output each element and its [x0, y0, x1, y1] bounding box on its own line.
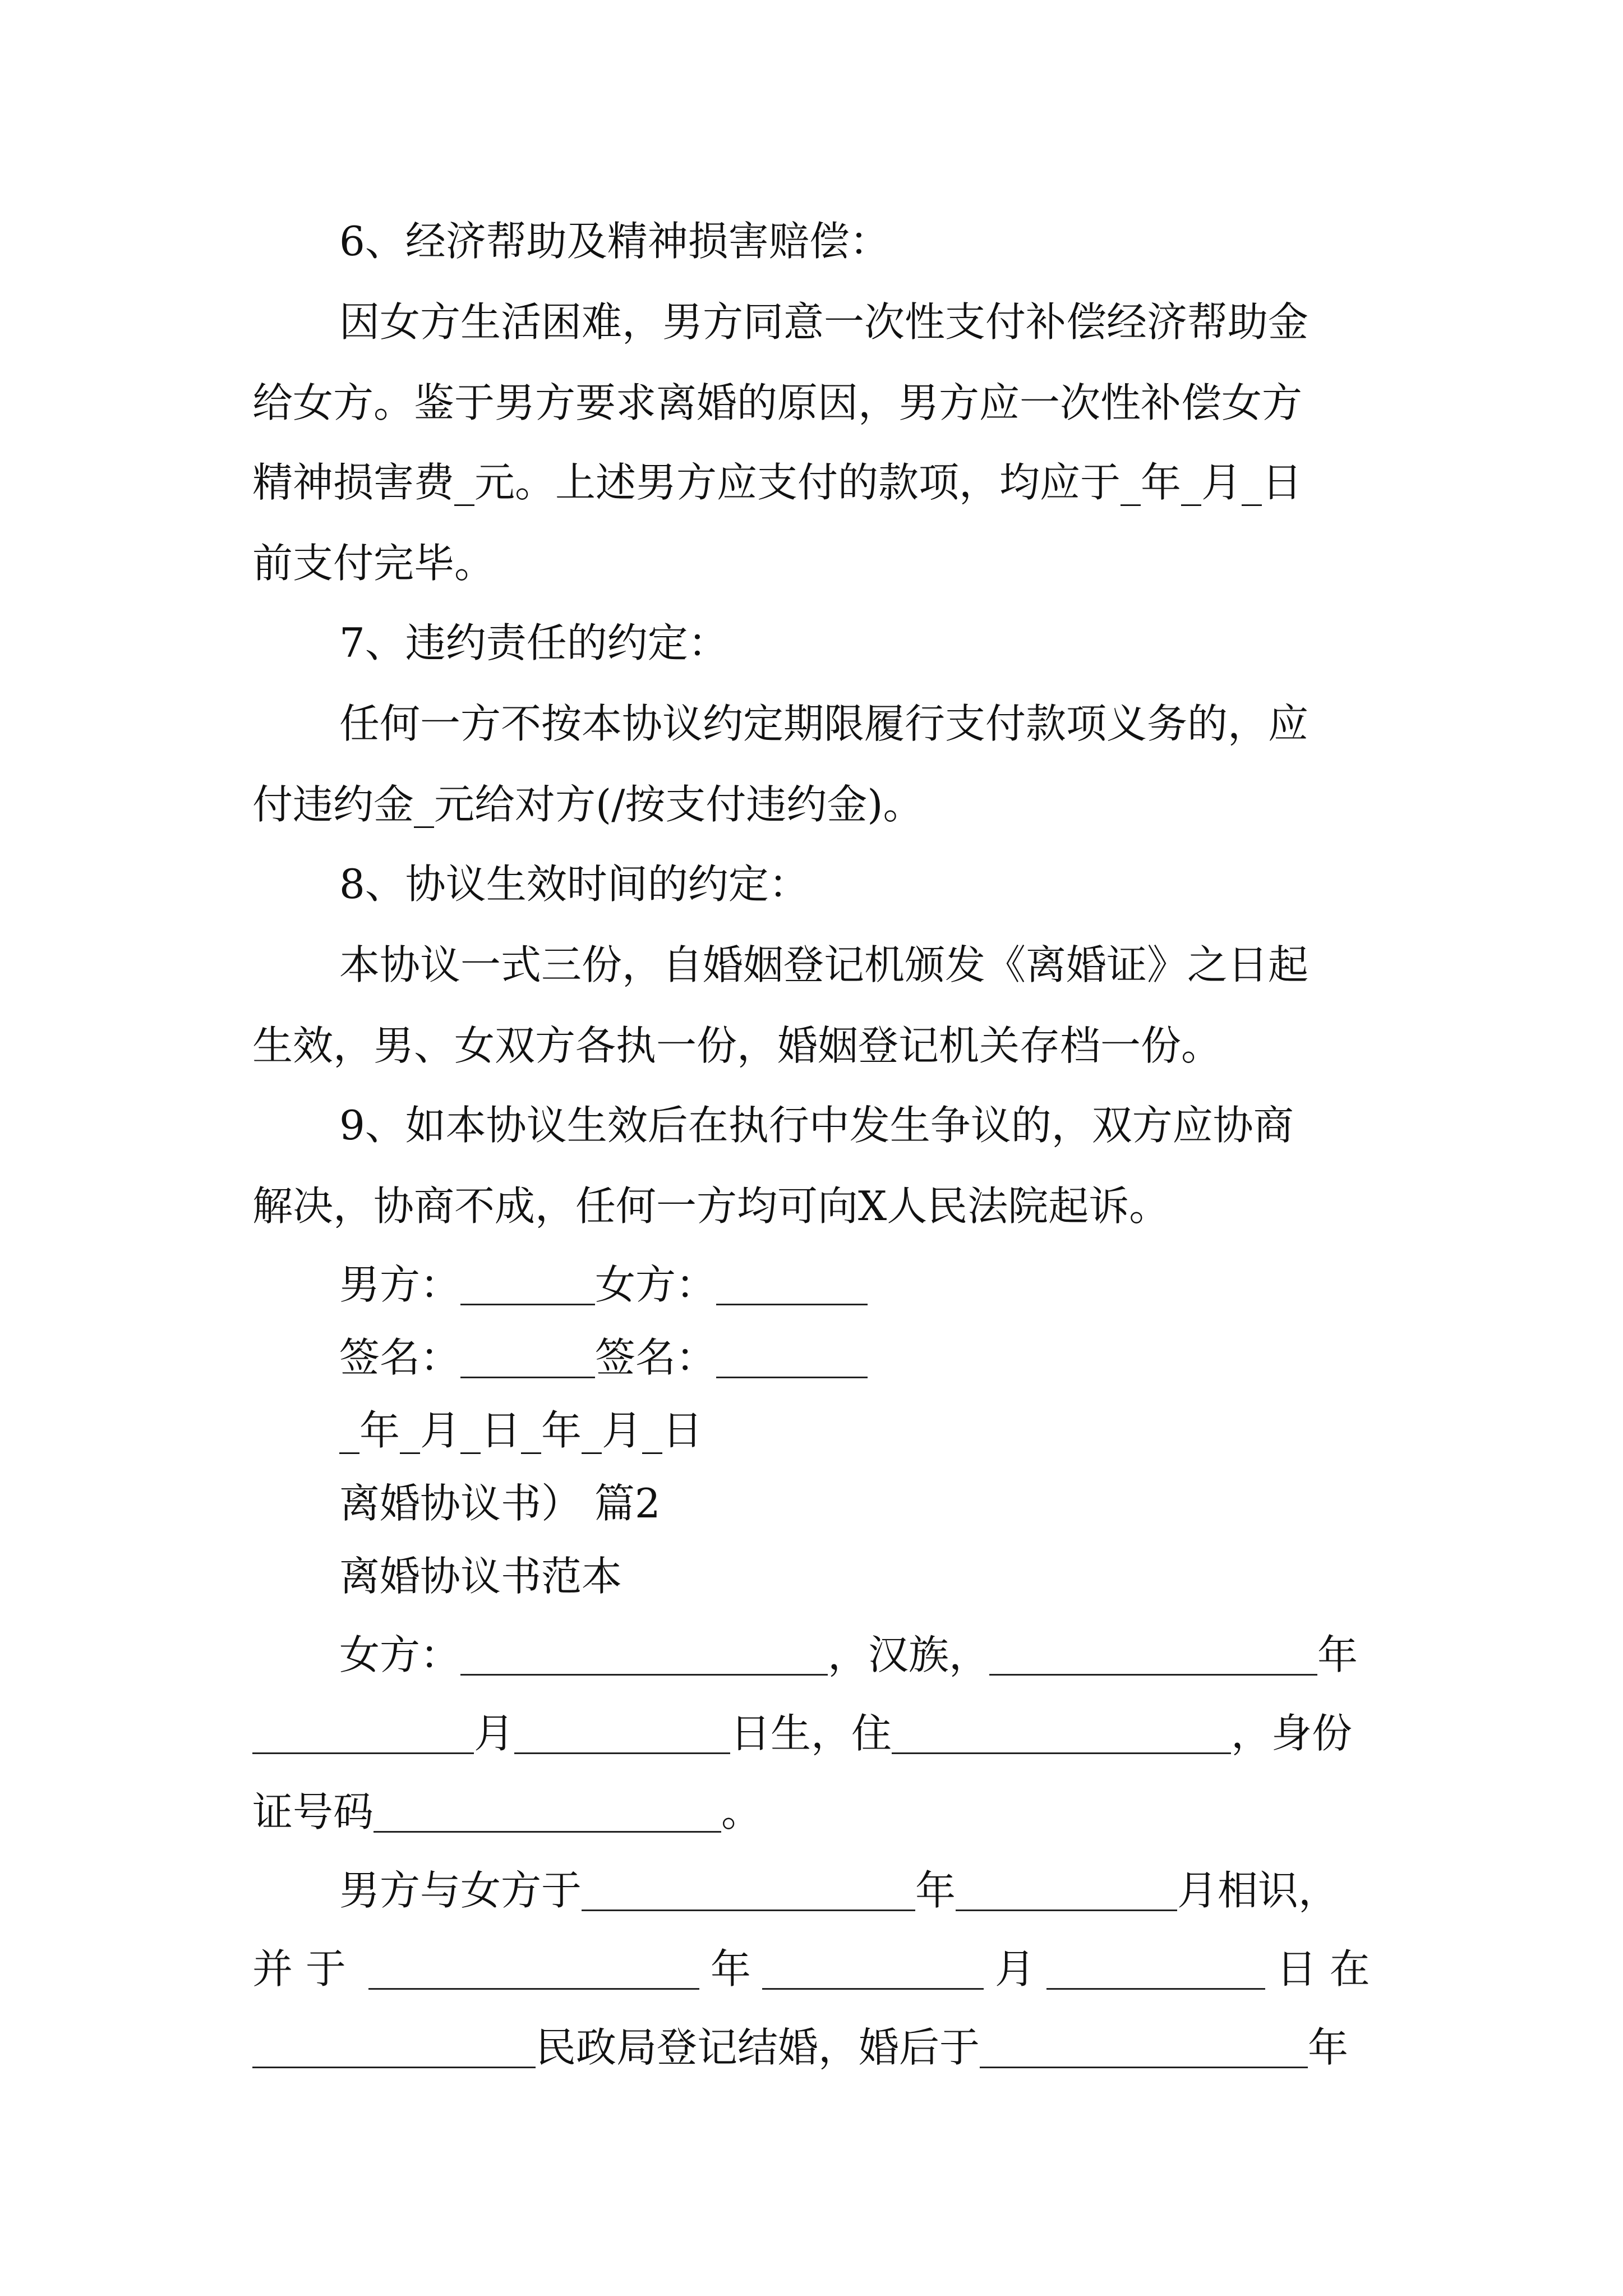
year-label: 年: [1317, 1631, 1358, 1678]
id-label: ，身份: [1231, 1710, 1353, 1757]
section-6-line-1: 因女方生活困难，男方同意一次性支付补偿经济帮助金: [339, 298, 1309, 346]
birth-day-blank: [514, 1708, 730, 1754]
year-label: 年: [710, 1945, 751, 1993]
section-6-title: 6、经济帮助及精神损害赔偿：: [339, 218, 890, 265]
after-year-blank: [980, 2022, 1308, 2068]
section-6-line-2: 给女方。鉴于男方要求离婚的原因，男方应一次性补偿女方: [252, 379, 1303, 426]
part-2-title: 离婚协议书） 篇2: [339, 1480, 661, 1527]
period: 。: [721, 1788, 762, 1835]
bureau-blank: [252, 2022, 536, 2068]
day-at-label: 日 在: [1276, 1945, 1370, 1993]
male-sign-blank: [460, 1332, 595, 1378]
part-2-subtitle: 离婚协议书范本: [339, 1553, 623, 1600]
id-number-label: 证号码: [252, 1788, 374, 1835]
born-address-label: 日生，住: [730, 1710, 892, 1757]
year-label: 年: [1308, 2024, 1349, 2071]
marriage-line-3: [252, 2019, 1374, 2076]
month-label: 月: [474, 1710, 515, 1757]
female-sign-label: 签名：: [595, 1334, 717, 1381]
wed-month-blank: [762, 1943, 984, 1990]
signature-date-line: _年_月_日_年_月_日: [339, 1407, 703, 1454]
section-6-line-3: 精神损害费_元。上述男方应支付的款项，均应于_年_月_日: [252, 459, 1303, 506]
address-blank: [892, 1708, 1231, 1754]
met-month-blank: [956, 1865, 1177, 1911]
female-info-line-3: [252, 1784, 1374, 1840]
male-sign-label: 签名：: [339, 1334, 461, 1381]
birth-year-blank: [989, 1629, 1317, 1676]
month-label: 月: [994, 1945, 1035, 1993]
section-7-line-1: 任何一方不按本协议约定期限履行支付款项义务的，应: [339, 700, 1309, 747]
section-8-title: 8、协议生效时间的约定：: [339, 861, 809, 908]
wed-year-blank: [368, 1943, 699, 1990]
section-7-line-2: 付违约金_元给对方(/按支付违约金)。: [252, 781, 924, 828]
female-blank: [716, 1259, 868, 1305]
signature-party-line: [339, 1257, 1461, 1313]
year-label: 年: [915, 1867, 956, 1914]
birth-month-blank: [252, 1708, 474, 1754]
id-number-blank: [374, 1786, 721, 1833]
section-9-line-2: 解决，协商不成，任何一方均可向X人民法院起诉。: [252, 1182, 1170, 1230]
female-label: 女方：: [595, 1261, 717, 1308]
section-6-line-4: 前支付完毕。: [252, 540, 495, 587]
section-8-line-1: 本协议一式三份，自婚姻登记机颁发《离婚证》之日起: [339, 941, 1309, 988]
marriage-line-1: [339, 1862, 1461, 1918]
female-name-blank: [460, 1629, 828, 1676]
signature-sign-line: [339, 1329, 1461, 1386]
female-info-line-2: [252, 1705, 1374, 1761]
met-year-blank: [582, 1865, 915, 1911]
and-on-label: 并 于: [252, 1945, 346, 1993]
met-label: 男方与女方于: [339, 1867, 582, 1914]
wed-day-blank: [1046, 1943, 1265, 1990]
male-blank: [460, 1259, 595, 1305]
registered-label: 民政局登记结婚，婚后于: [536, 2024, 980, 2071]
section-7-title: 7、违约责任的约定：: [339, 619, 728, 666]
section-9-line-1: 9、如本协议生效后在执行中发生争议的，双方应协商: [339, 1102, 1294, 1149]
marriage-line-2: [252, 1941, 1374, 1997]
ethnicity-label: ，汉族，: [828, 1631, 990, 1678]
female-info-line-1: [339, 1627, 1461, 1683]
met-month-label: 月相识，: [1177, 1867, 1339, 1914]
female-sign-blank: [716, 1332, 868, 1378]
male-label: 男方：: [339, 1261, 461, 1308]
female-label: 女方：: [339, 1631, 461, 1678]
section-8-line-2: 生效，男、女双方各执一份，婚姻登记机关存档一份。: [252, 1022, 1222, 1069]
